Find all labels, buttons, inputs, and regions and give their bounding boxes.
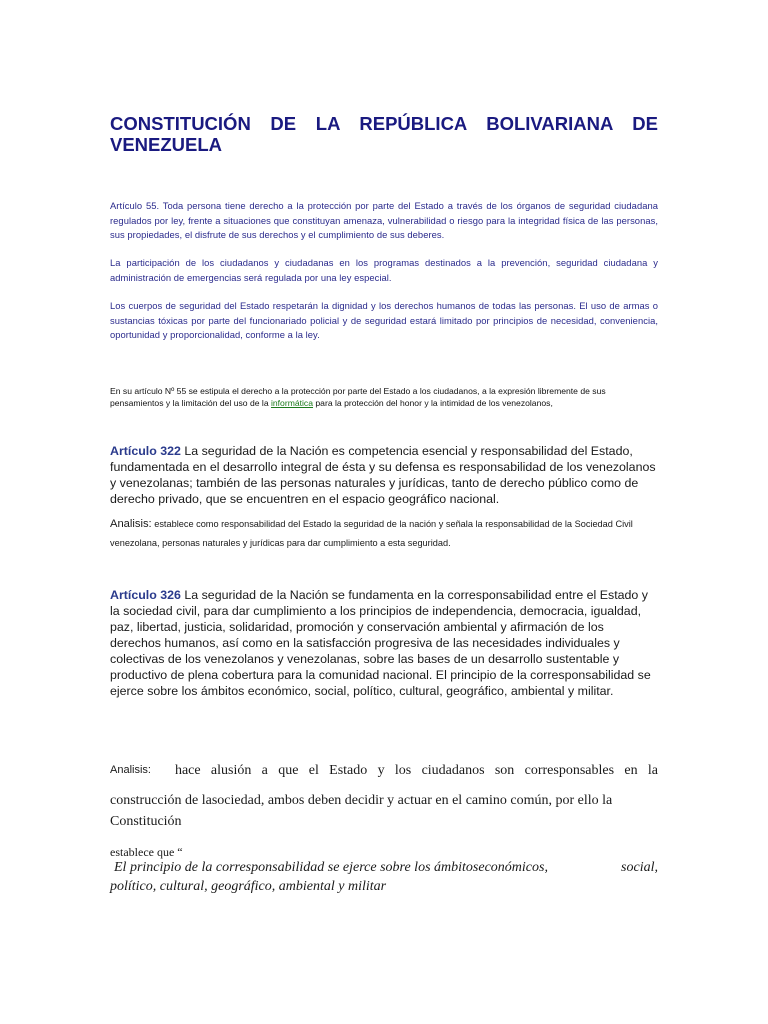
analisis-326-line-1 bbox=[110, 760, 658, 781]
informatica-link[interactable]: informática bbox=[270, 398, 314, 408]
analisis-322 bbox=[110, 515, 658, 553]
document-title: CONSTITUCIÓN DE LA REPÚBLICA BOLIVARIANA DE VENEZUELA bbox=[110, 113, 658, 155]
note-text-before: En su artículo Nº 55 se estipula el derecho a la protección por parte del Estado a los ciudadanos, a la expresión libremente de sus pensamientos y la limitación del uso de la bbox=[110, 386, 606, 408]
analisis-322-body: establece como responsabilidad del Estado la seguridad de la nación y señala la responsabilidad de la Sociedad Civil venezolana, personas naturales y jurídicas para dar cumplimiento a esta seguridad. bbox=[110, 519, 633, 548]
article-326-heading: Artículo 326 bbox=[110, 588, 181, 602]
article-55-paragraph-1: Artículo 55. Toda persona tiene derecho a la protección por parte del Estado a través de los órganos de seguridad ciudadana regulados por ley, frente a situaciones que constituyan amenaza, vulnerabilidad o riesgo para la integridad física de las personas, sus propiedades, el disfrute de sus derechos y el cumplimiento de sus deberes. bbox=[110, 200, 658, 240]
note-text-after: para la protección del honor y la intimidad de los venezolanos, bbox=[313, 398, 553, 408]
analisis-326-text-1: hace alusión a que el Estado y los ciudadanos son corresponsables en la bbox=[174, 763, 658, 778]
quote-intro: establece que “ bbox=[110, 845, 183, 859]
constitution-quote bbox=[110, 858, 658, 896]
article-322 bbox=[110, 443, 658, 507]
article-322-heading: Artículo 322 bbox=[110, 444, 181, 458]
analisis-322-label: Analisis: bbox=[110, 518, 152, 530]
article-55-note bbox=[110, 385, 658, 409]
quote-line-1-a: El principio de la corresponsabilidad se ejerce sobre los ámbitoseconómicos, bbox=[114, 860, 548, 875]
article-55-paragraph-3: Los cuerpos de seguridad del Estado respetarán la dignidad y los derechos humanos de todas las personas. El uso de armas o sustancias tóxicas por parte del funcionariado policial y de seguridad estará limitado por principios de necesidad, conveniencia, oportunidad y proporcionalidad, conforme a la ley. bbox=[110, 300, 658, 340]
article-55-paragraph-2: La participación de los ciudadanos y ciudadanas en los programas destinados a la prevención, seguridad ciudadana y administración de emergencias será regulada por una ley especial. bbox=[110, 257, 658, 283]
article-322-body: La seguridad de la Nación es competencia esencial y responsabilidad del Estado, fundamentada en el desarrollo integral de ésta y su defensa es responsabilidad de los venezolanos y venezolanas; también de las personas naturales y jurídicas, tanto de derecho público como de derecho privado, que se encuentren en el espacio geográfico nacional. bbox=[110, 444, 656, 506]
analisis-326-label: Analisis: bbox=[110, 764, 151, 776]
article-326 bbox=[110, 587, 658, 699]
analisis-326 bbox=[110, 760, 658, 832]
quote-line-2: político, cultural, geográfico, ambiental y militar bbox=[110, 879, 387, 894]
quote-line-1 bbox=[110, 858, 658, 877]
article-326-body: La seguridad de la Nación se fundamenta en la corresponsabilidad entre el Estado y la sociedad civil, para dar cumplimiento a los principios de independencia, democracia, igualdad, paz, libertad, justicia, solidaridad, promoción y conservación ambiental y afirmación de los derechos humanos, así como en la satisfacción progresiva de las necesidades individuales y colectivas de los venezolanos y venezolanas, sobre las bases de un desarrollo sustentable y productivo de plena cobertura para la comunidad nacional. El principio de la corresponsabilidad se ejerce sobre los ámbitos económico, social, político, cultural, geográfico, ambiental y militar. bbox=[110, 588, 651, 698]
quote-line-1-b: social, bbox=[621, 860, 658, 875]
analisis-326-text-2: construcción de lasociedad, ambos deben decidir y actuar en el camino común, por ello la Constitución bbox=[110, 793, 613, 829]
